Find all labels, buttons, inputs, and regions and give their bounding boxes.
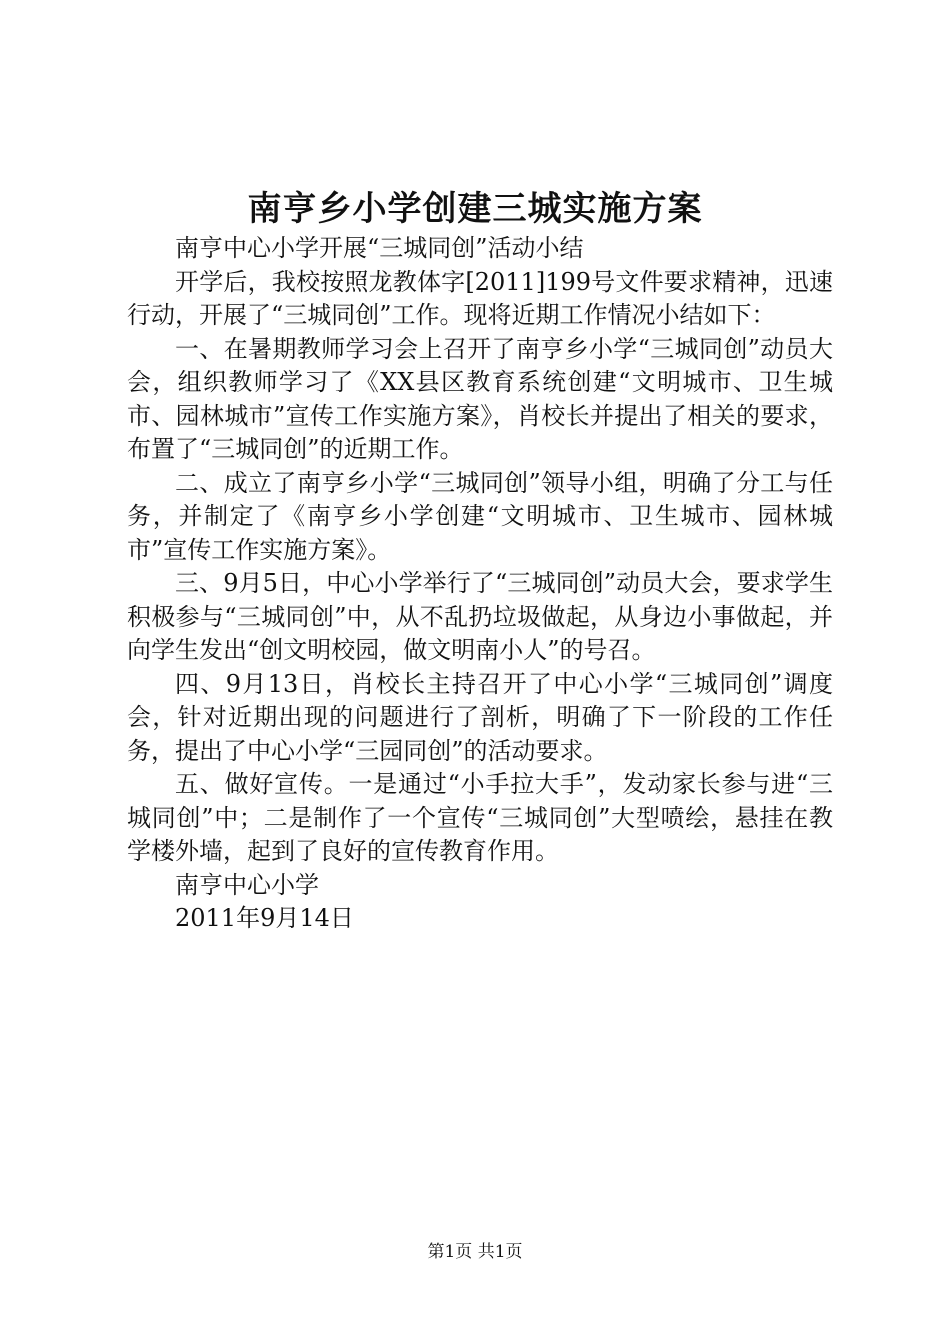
subtitle-paragraph: 南亨中心小学开展“三城同创”活动小结	[175, 234, 584, 262]
item-four-paragraph: 四、9月13日，肖校长主持召开了中心小学“三城同创”调度会，针对近期出现的问题进行了剖析，明确了下一阶段的工作任务，提出了中心小学“三园同创”的活动要求。	[127, 669, 833, 765]
signature-school: 南亨中心小学	[175, 870, 319, 899]
item-five-paragraph: 五、做好宣传。一是通过“小手拉大手”，发动家长参与进“三城同创”中；二是制作了一个宣传“三城同创”大型喷绘，悬挂在教学楼外墙，起到了良好的宣传教育作用。	[127, 770, 833, 865]
intro-paragraph: 开学后，我校按照龙教体字[2011]199号文件要求精神，迅速行动，开展了“三城同创”工作。现将近期工作情况小结如下：	[127, 267, 833, 329]
item-three-paragraph: 三、9月5日，中心小学举行了“三城同创”动员大会，要求学生积极参与“三城同创”中，从不乱扔垃圾做起，从身边小事做起，并向学生发出“创文明校园，做文明南小人”的号召。	[127, 569, 833, 664]
item-one-paragraph: 一、在暑期教师学习会上召开了南亨乡小学“三城同创”动员大会，组织教师学习了《XX县区教育系统创建“文明城市、卫生城市、园林城市”宣传工作实施方案》，肖校长并提出了相关的要求，布置了“三城同创”的近期工作。	[127, 334, 833, 463]
document-title: 南亨乡小学创建三城实施方案	[247, 189, 703, 229]
signature-date: 2011年9月14日	[175, 904, 354, 932]
page-footer: 第1页 共1页	[427, 1242, 523, 1262]
item-two-paragraph: 二、成立了南亨乡小学“三城同创”领导小组，明确了分工与任务，并制定了《南亨乡小学创建“文明城市、卫生城市、园林城市”宣传工作实施方案》。	[127, 468, 833, 564]
document-body	[127, 232, 833, 936]
